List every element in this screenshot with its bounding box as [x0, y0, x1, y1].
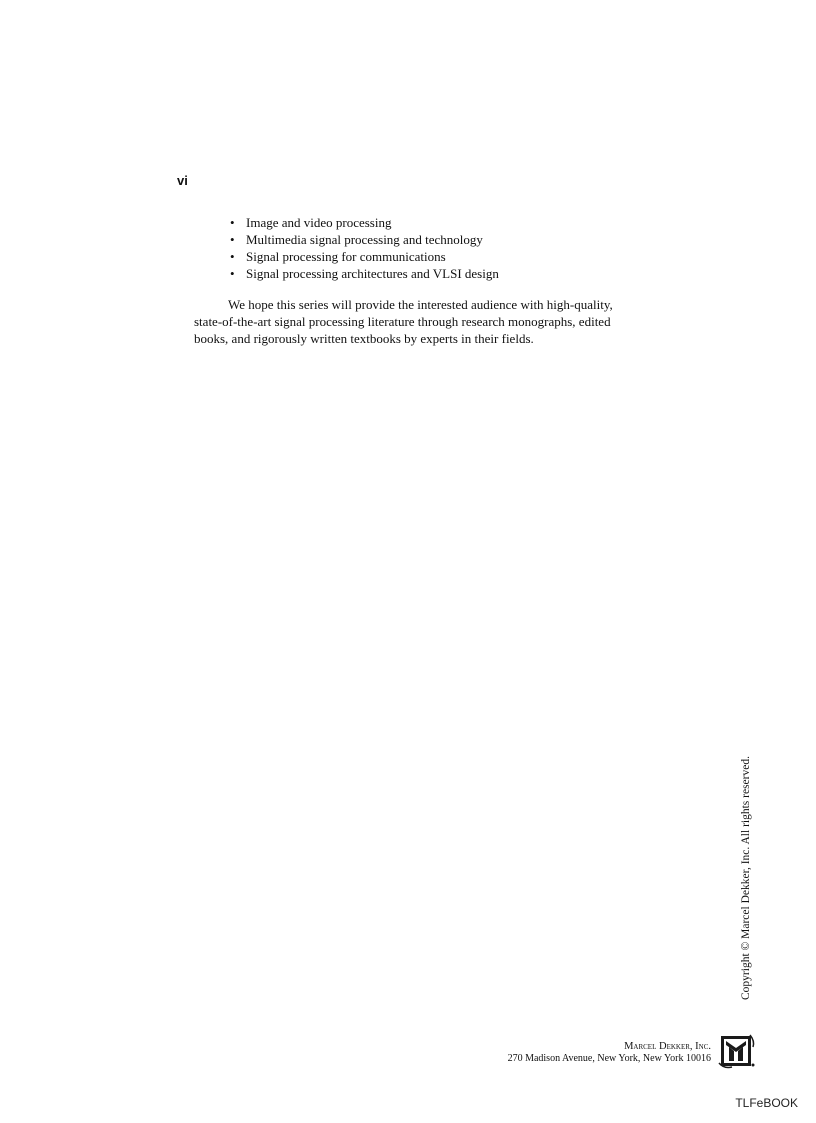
- publisher-name: Marcel Dekker, Inc.: [624, 1041, 711, 1052]
- marcel-dekker-logo-icon: [718, 1033, 756, 1069]
- bullet-icon: •: [230, 232, 235, 247]
- bullet-icon: •: [230, 215, 235, 230]
- paragraph-line: We hope this series will provide the interested audience with high-quality,: [228, 297, 613, 312]
- watermark: TLFeBOOK: [735, 1096, 798, 1110]
- list-item-text: Signal processing architectures and VLSI design: [246, 266, 499, 281]
- list-item-text: Signal processing for communications: [246, 249, 446, 264]
- paragraph-line: books, and rigorously written textbooks by experts in their fields.: [194, 331, 534, 346]
- paragraph-line: state-of-the-art signal processing literature through research monographs, edited: [194, 314, 611, 329]
- series-description-paragraph: [194, 296, 654, 347]
- bullet-icon: •: [230, 266, 235, 281]
- bullet-icon: •: [230, 249, 235, 264]
- publisher-block: [508, 1041, 711, 1065]
- list-item-text: Image and video processing: [246, 215, 392, 230]
- list-item: [230, 231, 499, 248]
- publisher-address: 270 Madison Avenue, New York, New York 10016: [507, 1053, 711, 1064]
- page-number: vi: [177, 173, 188, 188]
- topic-bullet-list: [230, 214, 499, 282]
- list-item: [230, 214, 499, 231]
- list-item: [230, 265, 499, 282]
- list-item: [230, 248, 499, 265]
- copyright-notice: Copyright © Marcel Dekker, Inc. All rights reserved.: [740, 756, 752, 1000]
- list-item-text: Multimedia signal processing and technology: [246, 232, 483, 247]
